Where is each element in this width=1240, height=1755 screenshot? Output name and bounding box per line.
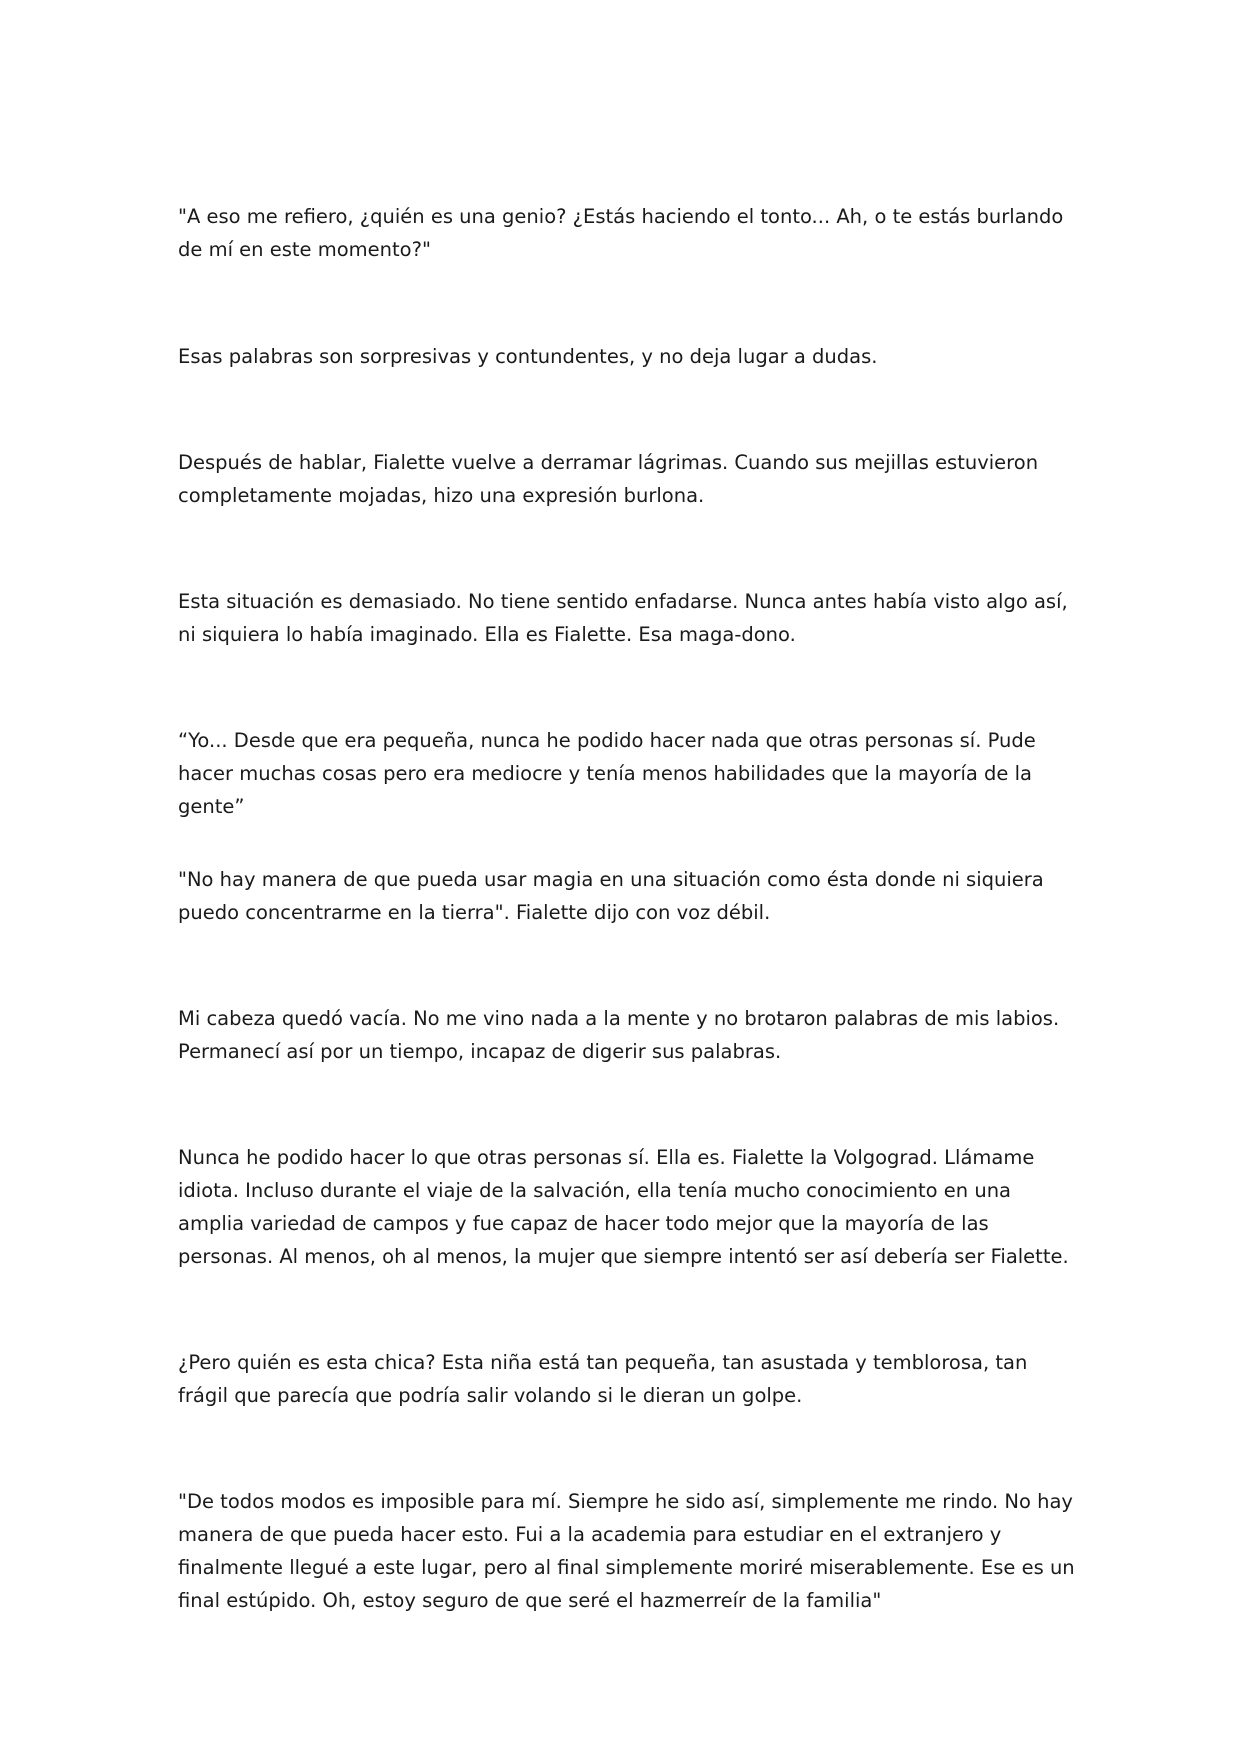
paragraph: "De todos modos es imposible para mí. Siempre he sido así, simplemente me rindo. No hay manera de que pueda hacer esto. Fui a la academia para estudiar en el extranjero y finalmente llegué a este lugar, pero al final simplemente moriré miserablemente. Ese es un final estúpido. Oh, estoy seguro de que seré el hazmerreír de la familia" <box>178 1490 1075 1612</box>
paragraph: Esas palabras son sorpresivas y contundentes, y no deja lugar a dudas. <box>178 345 878 368</box>
paragraph: Esta situación es demasiado. No tiene sentido enfadarse. Nunca antes había visto algo así, ni siquiera lo había imaginado. Ella es Fialette. Esa maga-dono. <box>178 590 1068 646</box>
paragraph: “Yo... Desde que era pequeña, nunca he podido hacer nada que otras personas sí. Pude hacer muchas cosas pero era mediocre y tenía menos habilidades que la mayoría de la gente” <box>178 729 1036 818</box>
paragraph: "No hay manera de que pueda usar magia en una situación como ésta donde ni siquiera puedo concentrarme en la tierra". Fialette dijo con voz débil. <box>178 868 1044 924</box>
paragraph: "A eso me refiero, ¿quién es una genio? ¿Estás haciendo el tonto... Ah, o te estás burlando de mí en este momento?" <box>178 205 1064 261</box>
paragraph: Después de hablar, Fialette vuelve a derramar lágrimas. Cuando sus mejillas estuvieron completamente mojadas, hizo una expresión burlona. <box>178 451 1039 507</box>
paragraph: ¿Pero quién es esta chica? Esta niña está tan pequeña, tan asustada y temblorosa, tan frágil que parecía que podría salir volando si le dieran un golpe. <box>178 1351 1028 1407</box>
paragraph: Nunca he podido hacer lo que otras personas sí. Ella es. Fialette la Volgograd. Llámame idiota. Incluso durante el viaje de la salvación, ella tenía mucho conocimiento en una amplia variedad de campos y fue capaz de hacer todo mejor que la mayoría de las personas. Al menos, oh al menos, la mujer que siempre intentó ser así debería ser Fialette. <box>178 1146 1069 1268</box>
paragraph: Mi cabeza quedó vacía. No me vino nada a la mente y no brotaron palabras de mis labios. Permanecí así por un tiempo, incapaz de digerir sus palabras. <box>178 1007 1060 1063</box>
